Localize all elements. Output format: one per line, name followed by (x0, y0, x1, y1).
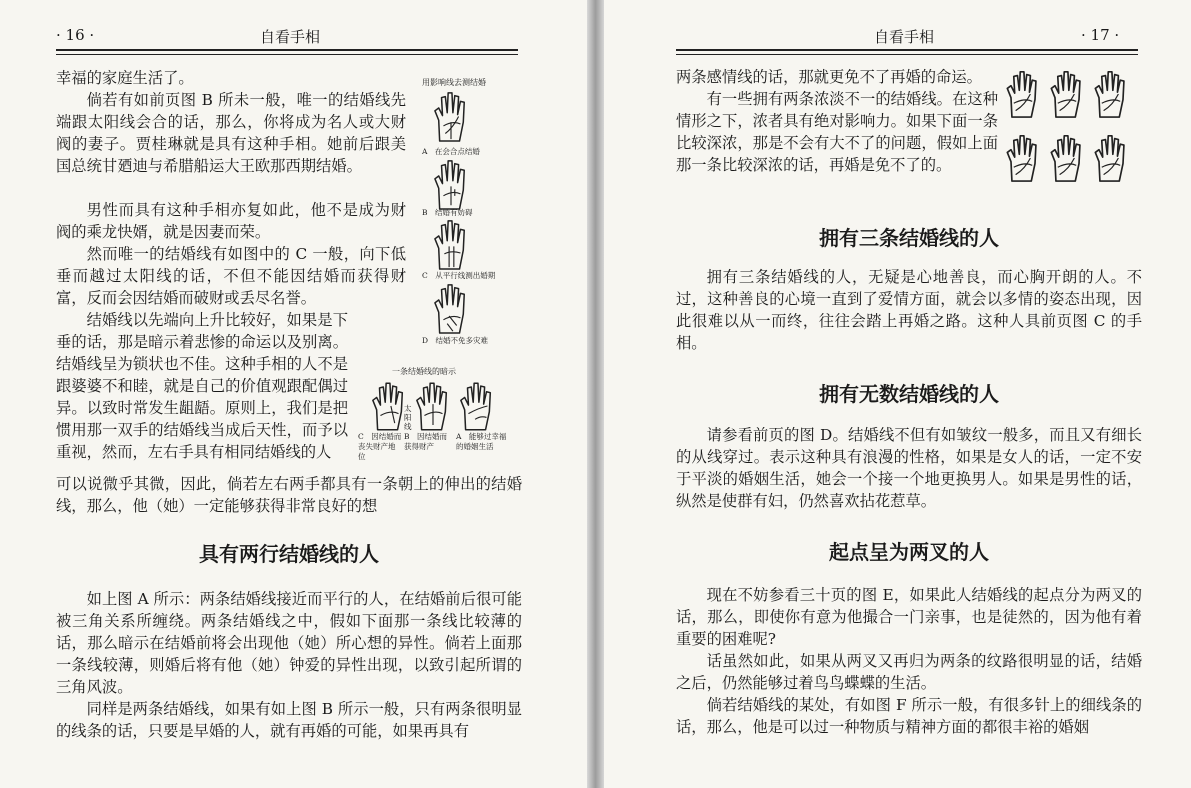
figure-caption: B 因结婚而获得财产 (404, 432, 448, 451)
paragraph: 然而唯一的结婚线有如图中的 C 一般，向下低垂而越过太阳线的话，不但不能因结婚而获得财富，反而会因结婚而破财或丢尽名誉。 (56, 245, 406, 307)
page-number: · 17 · (1081, 26, 1120, 44)
paragraph: 请参看前页的图 D。结婚线不但有如皱纹一般多，而且又有细长的从线穿过。表示这种具有浪漫的性格，如果是女人的话，一定不安于平淡的婚姻生活，她会一个接一个地更换男人。如果是男性的话，纵然是使群有妇，仍然喜欢拈花惹草。 (676, 426, 1142, 510)
paragraph: 幸福的家庭生活了。 (56, 69, 194, 87)
page-number: · 16 · (56, 26, 95, 44)
palm-illustration-c (432, 218, 470, 270)
paragraph: 倘若有如前页图 B 所未一般，唯一的结婚线先端跟太阳线会合的话，那么，你将成为名人或大财阀的妻子。贾桂琳就是具有这种手相。她前后跟美国总统甘廼迪与希腊船运大王欧那西期结婚。 (56, 91, 406, 175)
section-heading: 具有两行结婚线的人 (199, 542, 379, 566)
figure-caption: A 在会合点结婚 (422, 147, 480, 156)
paragraph: 有一些拥有两条浓淡不一的结婚线。在这种情形之下，浓者具有绝对影响力。如果下面一条比较深浓，那是不会有大不了的问题，假如上面那一条比较深浓的话，再婚是免不了的。 (676, 90, 998, 174)
section-heading: 拥有无数结婚线的人 (819, 382, 999, 406)
figure-title: 用影响线去测结婚 (422, 78, 486, 87)
paragraph: 两条感情线的话，那就更免不了再婚的命运。 (676, 68, 982, 86)
paragraph: 拥有三条结婚线的人，无疑是心地善良，而心胸开朗的人。不过，这种善良的心境一直到了爱情方面，就会以多情的姿态出现，因此很难以从一而终，往往会踏上再婚之路。这种人具前页图 C 的手相。 (676, 268, 1142, 352)
palm-illustration-d (432, 282, 470, 334)
figure-caption: A 能够过幸福的婚姻生活 (456, 432, 507, 451)
figure-caption: B 结婚有妨碍 (422, 208, 473, 217)
section-heading: 拥有三条结婚线的人 (819, 226, 999, 250)
palm-illustration-b (414, 381, 452, 431)
palm-illustration-a (432, 90, 470, 142)
paragraph: 倘若结婚线的某处，有如图 F 所示一般，有很多针上的细线条的话，那么，他是可以过一种物质与精神方面的都很丰裕的婚姻 (676, 696, 1142, 736)
palm-illustration (1092, 134, 1130, 182)
figure-title: 一条结婚线的暗示 (392, 367, 456, 376)
running-title: 自看手相 (260, 28, 321, 46)
header-rule (56, 49, 518, 55)
book-spine (587, 0, 604, 788)
paragraph: 现在不妨参看三十页的图 E，如果此人结婚线的起点分为两叉的话，那么，即使你有意为他撮合一门亲事，也是徒然的，因为他有着重要的困难呢? (676, 586, 1142, 648)
paragraph: 男性而具有这种手相亦复如此，他不是成为财阀的乘龙快婿，就是因妻而荣。 (56, 201, 406, 241)
section-heading: 起点呈为两叉的人 (829, 540, 989, 564)
palm-illustration (1092, 70, 1130, 118)
paragraph: 结婚线以先端向上升比较好，如果是下垂的话，那是暗示着悲惨的命运以及别离。结婚线呈为锁状也不佳。这种手相的人不是跟婆婆不和睦，就是自己的价值观跟配偶过异。以致时常发生龃龉。原则上，我们是把惯用那一双手的结婚线当成后天性，而予以重视，然而，左右手具有相同结婚线的人 (56, 311, 348, 461)
paragraph: 话虽然如此，如果从两叉又再归为两条的纹路很明显的话，结婚之后，仍然能够过着鸟鸟蝶蝶的生活。 (676, 652, 1142, 692)
figure-caption: C 从平行线测出婚期 (422, 271, 496, 280)
palm-illustration-b (432, 158, 470, 210)
palm-illustration (1004, 70, 1042, 118)
palm-illustration (1048, 134, 1086, 182)
hand-label: 太阳线 (404, 404, 412, 431)
header-rule (676, 49, 1138, 55)
figure-caption: D 结婚不免多灾难 (422, 336, 489, 345)
paragraph: 可以说微乎其微，因此，倘若左右两手都具有一条朝上的伸出的结婚线，那么，他（她）一定能够获得非常良好的想 (56, 475, 522, 515)
right-page (604, 0, 1191, 788)
figure-caption: C 因结婚而丧失财产地位 (358, 432, 402, 461)
paragraph: 同样是两条结婚线，如果有如上图 B 所示一般，只有两条很明显的线条的话，只要是早婚的人，就有再婚的可能，如果再具有 (56, 700, 522, 740)
palm-illustration (1048, 70, 1086, 118)
palm-illustration-a (458, 381, 496, 431)
left-page (0, 0, 587, 788)
palm-illustration (1004, 134, 1042, 182)
running-title: 自看手相 (874, 28, 935, 46)
palm-illustration-c (370, 381, 408, 431)
paragraph: 如上图 A 所示：两条结婚线接近而平行的人，在结婚前后很可能被三角关系所缠绕。两条结婚线之中，假如下面那一条线比较薄的话，那么暗示在结婚前将会出现他（她）所心想的异性。倘若上面那一条线较薄，则婚后将有他（她）钟爱的异性出现，以致引起所谓的三角风波。 (56, 590, 522, 696)
